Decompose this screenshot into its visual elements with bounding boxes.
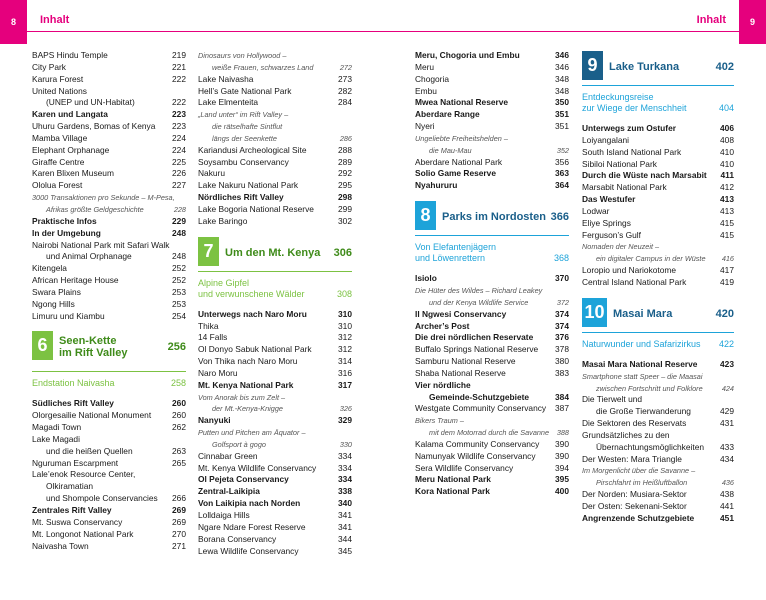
- toc-entry[interactable]: Von Laikipia nach Norden 340: [198, 498, 352, 509]
- toc-entry[interactable]: African Heritage House 252: [32, 275, 186, 286]
- toc-entry-feature[interactable]: Smartphone statt Speer – die Maasai: [582, 371, 703, 381]
- chapter-page: 402: [715, 61, 734, 73]
- toc-entry[interactable]: Meru National Park 395: [415, 474, 569, 485]
- toc-entry[interactable]: Kora National Park 400: [415, 486, 569, 497]
- toc-entry[interactable]: Kitengela 252: [32, 263, 186, 274]
- toc-entry[interactable]: Unterwegs nach Naro Moru 310: [198, 308, 352, 319]
- toc-entry[interactable]: Die drei nördlichen Reservate 376: [415, 332, 569, 343]
- toc-entry[interactable]: Ol Pejeta Conservancy 334: [198, 474, 352, 485]
- toc-entry[interactable]: Soysambu Conservancy 289: [198, 156, 352, 167]
- toc-entry-feature[interactable]: die Mau-Mau 352: [429, 145, 569, 155]
- toc-entry[interactable]: Marsabit National Park 412: [582, 182, 734, 193]
- toc-column-4: [582, 42, 734, 525]
- toc-entry-feature[interactable]: Pirschfahrt im Heißluftballon 436: [596, 478, 734, 488]
- toc-entry[interactable]: Westgate Community Conservancy 387: [415, 403, 569, 414]
- chapter-number: 9: [582, 51, 603, 80]
- chapter-subtitle[interactable]: Entdeckungsreise zur Wiege der Menschheit 404: [582, 92, 734, 113]
- toc-entry-feature[interactable]: Bikers Traum –: [415, 416, 464, 426]
- toc-column-2: [198, 50, 352, 557]
- toc-entry[interactable]: Der Norden: Musiara-Sektor 438: [582, 489, 734, 500]
- toc-entry-feature[interactable]: und der Kenya Wildlife Service 372: [429, 297, 569, 307]
- right-page: [383, 0, 766, 600]
- toc-entry[interactable]: Central Island National Park 419: [582, 276, 734, 287]
- toc-entry[interactable]: Lewa Wildlife Conservancy 345: [198, 545, 352, 556]
- chapter-title: Um den Mt. Kenya: [225, 246, 321, 259]
- toc-entry[interactable]: Mt. Kenya National Park 317: [198, 379, 352, 390]
- toc-entry-feature[interactable]: Dinosaurs von Hollywood –: [198, 51, 287, 60]
- toc-entry[interactable]: Il Ngwesi Conservancy 374: [415, 308, 569, 319]
- toc-entry-feature[interactable]: ein digitaler Campus in der Wüste 416: [596, 254, 734, 264]
- toc-entry-feature[interactable]: Die Hüter des Wildes – Richard Leakey: [415, 285, 543, 295]
- page-number: 8: [0, 0, 27, 44]
- header-rule: [383, 31, 739, 32]
- toc-entry[interactable]: Samburu National Reserve 380: [415, 356, 569, 367]
- toc-entry[interactable]: Der Westen: Mara Triangle 434: [582, 453, 734, 464]
- toc-entry-feature[interactable]: längs der Seenkette 286: [212, 133, 352, 143]
- toc-entry-feature[interactable]: „Land unter“ im Rift Valley –: [198, 110, 289, 120]
- toc-entry[interactable]: Sera Wildlife Conservancy 394: [415, 462, 569, 473]
- toc-entry-feature[interactable]: Vom Anorak bis zum Zelt –: [198, 392, 286, 402]
- chapter-10-heading[interactable]: [582, 298, 734, 333]
- toc-entry[interactable]: Nanyuki 329: [198, 415, 352, 426]
- toc-entry[interactable]: Praktische Infos 229: [32, 215, 186, 226]
- toc-entry[interactable]: Mwea National Reserve 350: [415, 97, 569, 108]
- toc-entry[interactable]: Südliches Rift Valley 260: [32, 398, 186, 409]
- toc-entry[interactable]: und Animal Orphanage 248: [46, 251, 186, 262]
- toc-entry[interactable]: Limuru und Kiambu 254: [32, 310, 186, 321]
- toc-entry[interactable]: Lake Bogoria National Reserve 299: [198, 203, 352, 214]
- toc-entry-feature[interactable]: zwischen Fortschritt und Folklore 424: [596, 383, 734, 393]
- toc-entry[interactable]: City Park 221: [32, 61, 186, 72]
- toc-entry[interactable]: Ferguson’s Gulf 415: [582, 229, 734, 240]
- toc-entry[interactable]: Durch die Wüste nach Marsabit 411: [582, 170, 734, 181]
- chapter-subtitle[interactable]: Naturwunder und Safarizirkus 422: [582, 338, 734, 349]
- toc-entry-feature[interactable]: Nomaden der Neuzeit –: [582, 242, 660, 252]
- toc-entry-feature[interactable]: weiße Frauen, schwarzes Land 272: [212, 62, 352, 72]
- toc-entry[interactable]: Lake Magadi: [32, 433, 80, 444]
- toc-entry[interactable]: Kariandusi Archeological Site 288: [198, 144, 352, 155]
- toc-entry[interactable]: Nördliches Rift Valley 298: [198, 192, 352, 203]
- entry-list: [582, 123, 734, 289]
- toc-entry[interactable]: die Große Tierwanderung 429: [596, 406, 734, 417]
- toc-entry[interactable]: Die Sektoren des Reservats 431: [582, 418, 734, 429]
- toc-entry[interactable]: Lale’enok Resource Center,: [32, 469, 136, 480]
- toc-entry[interactable]: Mamba Village 224: [32, 132, 186, 143]
- toc-entry-feature[interactable]: der Mt.-Kenya-Knigge 326: [212, 404, 352, 414]
- entry-list: [32, 50, 186, 322]
- chapter-page: 306: [333, 246, 352, 259]
- toc-entry[interactable]: Zentral-Laikipia 338: [198, 486, 352, 497]
- toc-entry[interactable]: Karen Blixen Museum 226: [32, 168, 186, 179]
- toc-entry[interactable]: Giraffe Centre 225: [32, 156, 186, 167]
- toc-entry[interactable]: Nyeri 351: [415, 121, 569, 132]
- toc-entry[interactable]: Chogoria 348: [415, 73, 569, 84]
- toc-entry[interactable]: In der Umgebung 248: [32, 227, 186, 238]
- entry-list: [198, 50, 352, 228]
- toc-entry[interactable]: Karen und Langata 223: [32, 109, 186, 120]
- chapter-title: Seen-Kette im Rift Valley: [59, 335, 128, 360]
- toc-entry[interactable]: Lodwar 413: [582, 205, 734, 216]
- chapter-page: 256: [167, 341, 186, 354]
- toc-entry-feature[interactable]: Golfsport à gogo 330: [212, 439, 352, 449]
- toc-entry[interactable]: Der Osten: Sekenani-Sektor 441: [582, 500, 734, 511]
- toc-entry[interactable]: Aberdare Range 351: [415, 109, 569, 120]
- entry-list: [198, 309, 352, 558]
- chapter-9-heading[interactable]: [582, 51, 734, 86]
- toc-entry[interactable]: Mt. Longonot National Park 270: [32, 528, 186, 539]
- header-rule: [27, 31, 383, 32]
- toc-entry[interactable]: (UNEP und UN-Habitat) 222: [46, 97, 186, 108]
- chapter-title: Lake Turkana: [609, 61, 680, 73]
- chapter-subtitle[interactable]: Alpine Gipfel und verwunschene Wälder 308: [198, 277, 352, 299]
- toc-entry[interactable]: Lake Baringo 302: [198, 215, 352, 226]
- toc-entry[interactable]: Buffalo Springs National Reserve 378: [415, 344, 569, 355]
- toc-entry[interactable]: Mt. Kenya Wildlife Conservancy 334: [198, 462, 352, 473]
- toc-entry[interactable]: Ololua Forest 227: [32, 180, 186, 191]
- toc-entry[interactable]: Elephant Orphanage 224: [32, 144, 186, 155]
- toc-entry[interactable]: Karura Forest 222: [32, 73, 186, 84]
- toc-entry[interactable]: Hell’s Gate National Park 282: [198, 85, 352, 96]
- toc-column-1: [32, 50, 186, 552]
- toc-entry[interactable]: United Nations: [32, 85, 87, 96]
- toc-entry[interactable]: Solio Game Reserve 363: [415, 168, 569, 179]
- entry-list: [415, 273, 569, 498]
- toc-entry[interactable]: Angrenzende Schutzgebiete 451: [582, 512, 734, 523]
- toc-entry-feature[interactable]: Im Morgenlicht über die Savanne –: [582, 466, 696, 476]
- toc-entry[interactable]: Nyahururu 364: [415, 180, 569, 191]
- chapter-page: 366: [550, 211, 569, 224]
- toc-entry[interactable]: Übernachtungsmöglichkeiten 433: [596, 441, 734, 452]
- toc-entry[interactable]: Lake Nakuru National Park 295: [198, 180, 352, 191]
- toc-entry[interactable]: BAPS Hindu Temple 219: [32, 50, 186, 60]
- toc-entry-feature[interactable]: Ungeliebte Freiheitshelden –: [415, 133, 508, 143]
- chapter-number: 10: [582, 298, 607, 327]
- chapter-8-heading[interactable]: [415, 201, 569, 236]
- toc-entry[interactable]: Nakuru 292: [198, 168, 352, 179]
- chapter-subtitle[interactable]: Endstation Naivasha 258: [32, 378, 186, 389]
- toc-entry[interactable]: Ngong Hills 253: [32, 298, 186, 309]
- toc-entry[interactable]: Loiyangalani 408: [582, 134, 734, 145]
- toc-entry[interactable]: Vier nördliche: [415, 379, 471, 390]
- toc-entry[interactable]: South Island National Park 410: [582, 146, 734, 157]
- toc-entry[interactable]: Eliye Springs 415: [582, 217, 734, 228]
- chapter-title: Masai Mara: [613, 307, 673, 320]
- entry-list: [415, 50, 569, 192]
- toc-entry[interactable]: Die Tierwelt und: [582, 394, 643, 405]
- toc-entry[interactable]: Unterwegs zum Ostufer 406: [582, 123, 734, 133]
- toc-entry[interactable]: Nairobi National Park mit Safari Walk: [32, 239, 170, 250]
- entry-list: [582, 359, 734, 525]
- chapter-number: 6: [32, 331, 53, 360]
- toc-entry[interactable]: Archer’s Post 374: [415, 320, 569, 331]
- toc-entry[interactable]: Nguruman Escarpment 265: [32, 457, 186, 468]
- toc-entry[interactable]: Aberdare National Park 356: [415, 156, 569, 167]
- toc-entry-feature[interactable]: Putten und Pitchen am Äquator –: [198, 428, 306, 438]
- toc-entry[interactable]: Swara Plains 253: [32, 286, 186, 297]
- toc-entry[interactable]: Borana Conservancy 344: [198, 533, 352, 544]
- chapter-number: 8: [415, 201, 436, 230]
- chapter-6-heading[interactable]: [32, 331, 186, 372]
- entry-list: [32, 398, 186, 552]
- toc-entry[interactable]: Uhuru Gardens, Bomas of Kenya 223: [32, 121, 186, 132]
- toc-entry[interactable]: Gemeinde-Schutzgebiete 384: [429, 391, 569, 402]
- toc-entry[interactable]: Thika 310: [198, 320, 352, 331]
- toc-entry[interactable]: Olkiramatian: [46, 481, 94, 492]
- toc-entry[interactable]: Lake Elmenteita 284: [198, 97, 352, 108]
- toc-entry[interactable]: und die heißen Quellen 263: [46, 445, 186, 456]
- page-header: Inhalt: [696, 14, 726, 26]
- toc-entry[interactable]: Ol Donyo Sabuk National Park 312: [198, 344, 352, 355]
- chapter-7-heading[interactable]: [198, 237, 352, 272]
- toc-entry[interactable]: Namunyak Wildlife Conservancy 390: [415, 450, 569, 461]
- toc-entry[interactable]: Shaba National Reserve 383: [415, 367, 569, 378]
- toc-entry[interactable]: Cinnabar Green 334: [198, 450, 352, 461]
- toc-entry[interactable]: Mt. Suswa Conservancy 269: [32, 516, 186, 527]
- toc-entry[interactable]: Ngare Ndare Forest Reserve 341: [198, 521, 352, 532]
- toc-entry-feature[interactable]: mit dem Motorrad durch die Savanne 388: [429, 428, 569, 438]
- toc-entry[interactable]: Meru, Chogoria und Embu 346: [415, 50, 569, 60]
- toc-entry[interactable]: Lolldaiga Hills 341: [198, 510, 352, 520]
- toc-entry[interactable]: Embu 348: [415, 85, 569, 96]
- chapter-title: Parks im Nordosten: [442, 211, 546, 224]
- toc-entry[interactable]: und Shompole Conservancies 266: [46, 493, 186, 504]
- toc-entry[interactable]: Sibiloi National Park 410: [582, 158, 734, 169]
- toc-entry[interactable]: Olorgesailie National Monument 260: [32, 410, 186, 421]
- toc-entry[interactable]: Naivasha Town 271: [32, 540, 186, 551]
- page-header: Inhalt: [40, 14, 70, 26]
- page-number: 9: [739, 0, 766, 44]
- toc-entry[interactable]: Magadi Town 262: [32, 422, 186, 433]
- toc-entry-feature[interactable]: 3000 Transaktionen pro Sekunde – M-Pesa,: [32, 193, 175, 203]
- toc-entry[interactable]: Zentrales Rift Valley 269: [32, 505, 186, 515]
- toc-entry[interactable]: Das Westufer 413: [582, 194, 734, 205]
- toc-entry[interactable]: Meru 346: [415, 61, 569, 72]
- toc-entry[interactable]: Masai Mara National Reserve 423: [582, 358, 734, 369]
- toc-entry[interactable]: 14 Falls 312: [198, 332, 352, 343]
- toc-entry[interactable]: Naro Moru 316: [198, 367, 352, 378]
- toc-entry[interactable]: Isiolo 370: [415, 273, 569, 284]
- toc-entry[interactable]: Kalama Community Conservancy 390: [415, 438, 569, 449]
- toc-entry-feature[interactable]: Afrikas größte Geldgeschichte 228: [46, 204, 186, 214]
- toc-entry-feature[interactable]: die rätselhafte Sintflut: [212, 122, 283, 132]
- toc-column-3: [415, 50, 569, 498]
- chapter-page: 420: [715, 307, 734, 320]
- chapter-number: 7: [198, 237, 219, 266]
- toc-entry[interactable]: Grundsätzliches zu den: [582, 429, 670, 440]
- toc-entry[interactable]: Von Thika nach Naro Moru 314: [198, 356, 352, 367]
- chapter-subtitle[interactable]: Von Elefantenjägern und Löwenrettern 368: [415, 242, 569, 264]
- toc-entry[interactable]: Lake Naivasha 273: [198, 73, 352, 84]
- toc-entry[interactable]: Loropio und Nariokotome 417: [582, 265, 734, 276]
